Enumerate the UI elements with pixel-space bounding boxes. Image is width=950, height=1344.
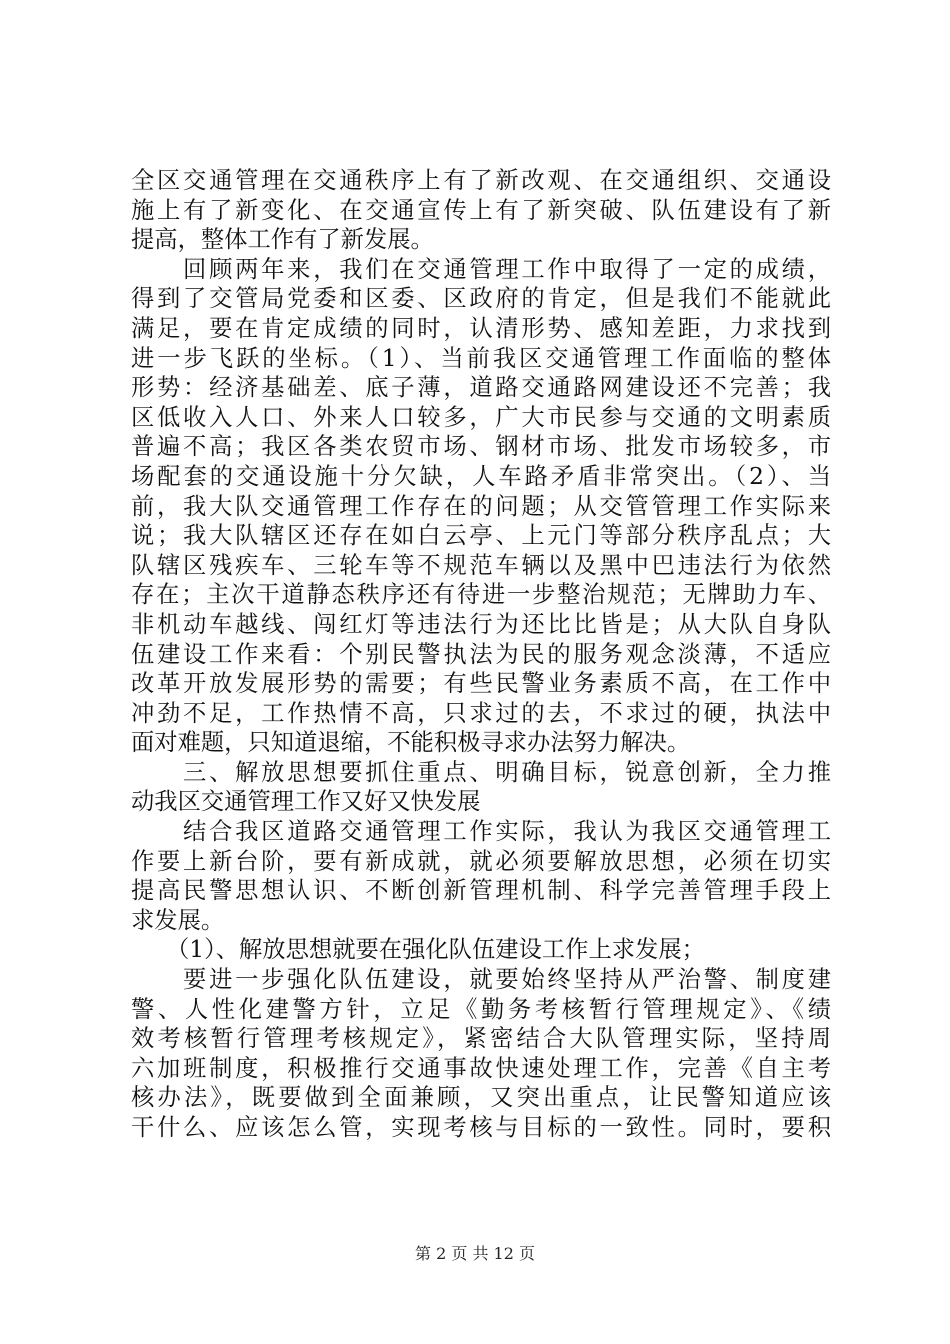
text-line: 前，我大队交通管理工作存在的问题；从交管管理工作实际来	[131, 492, 831, 520]
text-line: 作要上新台阶，要有新成就，就必须要解放思想，必须在切实	[131, 847, 831, 875]
text-line: 警、人性化建警方针，立足《勤务考核暂行管理规定》、《绩	[131, 995, 831, 1023]
text-line: 场配套的交通设施十分欠缺，人车路矛盾非常突出。（2）、当	[131, 462, 831, 490]
text-line: 六加班制度，积极推行交通事故快速处理工作，完善《自主考	[131, 1054, 831, 1082]
text-line: 改革开放发展形势的需要；有些民警业务素质不高，在工作中	[131, 670, 831, 698]
text-line: 普遍不高；我区各类农贸市场、钢材市场、批发市场较多，市	[131, 433, 831, 461]
text-line: 要进一步强化队伍建设，就要始终坚持从严治警、制度建	[131, 966, 831, 994]
text-line: （1）、解放思想就要在强化队伍建设工作上求发展；	[131, 936, 705, 964]
text-line: 三、解放思想要抓住重点、明确目标，锐意创新，全力推	[131, 758, 831, 786]
text-line: 存在；主次干道静态秩序还有待进一步整治规范；无牌助力车、	[131, 581, 831, 609]
text-line: 动我区交通管理工作又好又快发展	[131, 788, 481, 816]
text-line: 提高民警思想认识、不断创新管理机制、科学完善管理手段上	[131, 877, 831, 905]
text-line: 冲劲不足，工作热情不高，只求过的去，不求过的硬，执法中	[131, 699, 831, 727]
text-line: 进一步飞跃的坐标。（1）、当前我区交通管理工作面临的整体	[131, 344, 831, 372]
text-line: 提高，整体工作有了新发展。	[131, 226, 434, 254]
text-line: 面对难题，只知道退缩，不能积极寻求办法努力解决。	[131, 729, 691, 757]
text-line: 形势：经济基础差、底子薄，道路交通路网建设还不完善；我	[131, 374, 831, 402]
body-text	[131, 166, 831, 1143]
text-line: 得到了交管局党委和区委、区政府的肯定，但是我们不能就此	[131, 285, 831, 313]
text-line: 全区交通管理在交通秩序上有了新改观、在交通组织、交通设	[131, 167, 831, 194]
text-line: 区低收入人口、外来人口较多，广大市民参与交通的文明素质	[131, 403, 831, 431]
page-number-footer: 第 2 页 共 12 页	[415, 1244, 535, 1263]
text-line: 伍建设工作来看：个别民警执法为民的服务观念淡薄，不适应	[131, 640, 831, 668]
text-line: 满足，要在肯定成绩的同时，认清形势、感知差距，力求找到	[131, 314, 831, 342]
text-line: 干什么、应该怎么管，实现考核与目标的一致性。同时，要积	[131, 1114, 831, 1141]
text-line: 施上有了新变化、在交通宣传上有了新突破、队伍建设有了新	[131, 196, 831, 224]
text-line: 结合我区道路交通管理工作实际，我认为我区交通管理工	[131, 818, 831, 846]
text-line: 队辖区残疾车、三轮车等不规范车辆以及黑中巴违法行为依然	[131, 551, 831, 579]
text-line: 求发展。	[131, 906, 225, 934]
text-line: 回顾两年来，我们在交通管理工作中取得了一定的成绩，	[131, 255, 831, 283]
text-line: 效考核暂行管理考核规定》，紧密结合大队管理实际，坚持周	[131, 1025, 831, 1053]
text-line: 非机动车越线、闯红灯等违法行为还比比皆是；从大队自身队	[131, 610, 831, 638]
text-line: 说；我大队辖区还存在如白云亭、上元门等部分秩序乱点；大	[131, 522, 831, 550]
text-line: 核办法》，既要做到全面兼顾，又突出重点，让民警知道应该	[131, 1084, 831, 1112]
